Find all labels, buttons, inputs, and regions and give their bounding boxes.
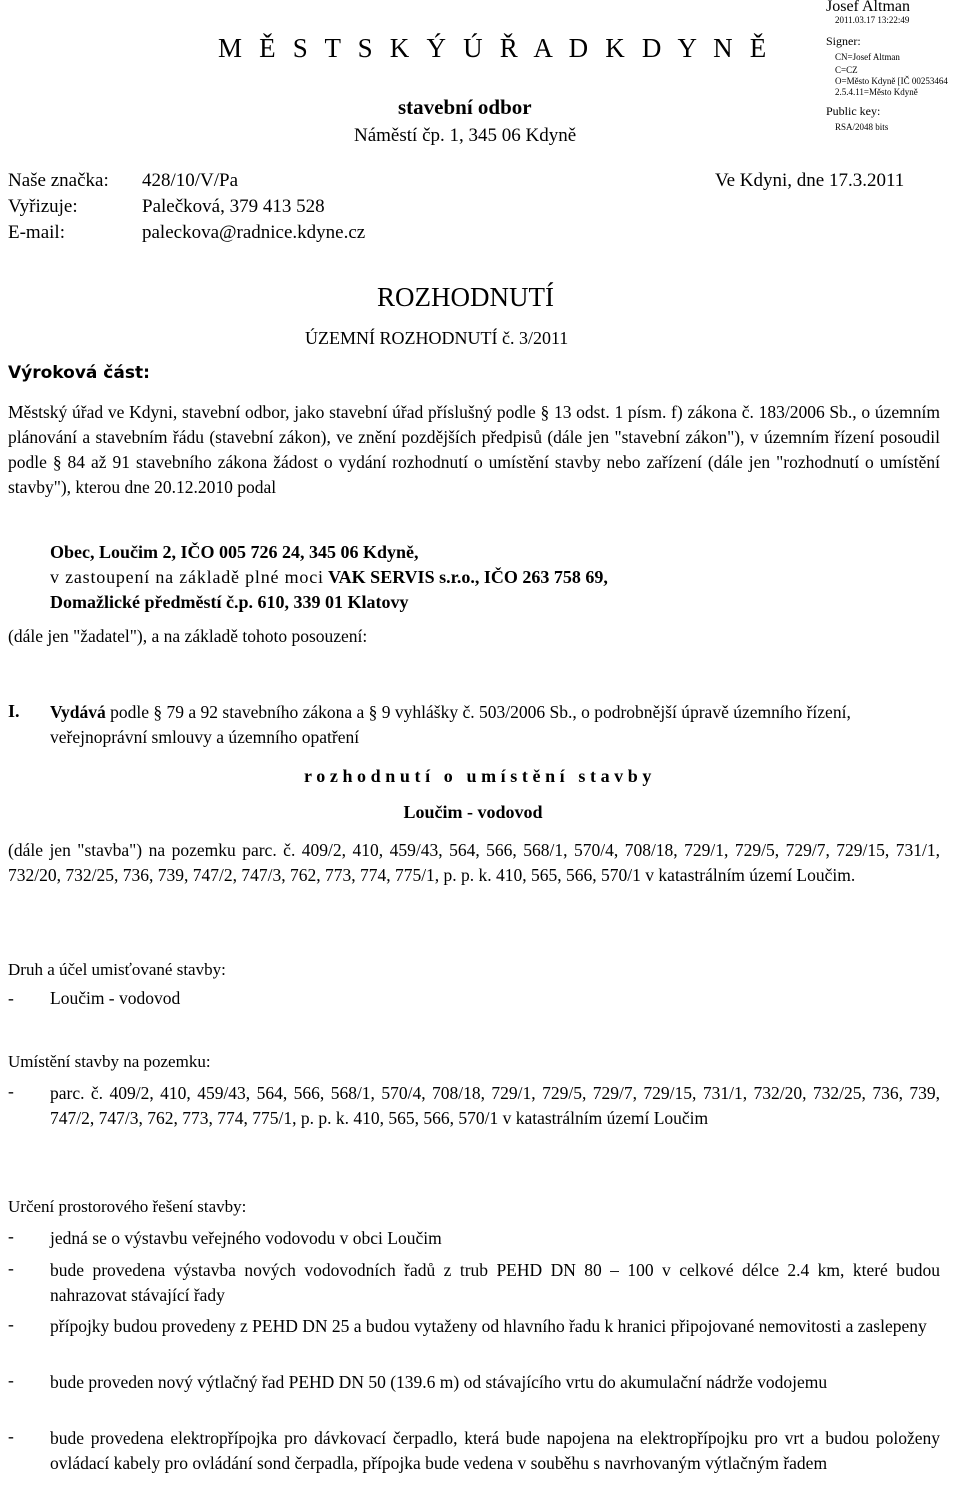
signer-name: Josef Altman	[826, 0, 910, 15]
spatial-dash: -	[8, 1370, 14, 1390]
applicant-line3: Domažlické předměstí č.p. 610, 339 01 Klatovy	[50, 592, 409, 612]
signer-label: Signer:	[826, 34, 861, 48]
section-verb: Vydává	[50, 702, 106, 722]
email-row	[8, 222, 408, 244]
spatial-dash: -	[8, 1258, 14, 1278]
handler-label: Vyřizuje:	[8, 196, 78, 217]
office-name: M Ě S T S K Ý Ú Ř A D K D Y N Ě	[218, 33, 772, 63]
spatial-heading: Určení prostorového řešení stavby:	[8, 1197, 247, 1216]
spatial-dash: -	[8, 1314, 14, 1334]
section-text	[50, 700, 940, 750]
signature-c: C=CZ	[835, 65, 858, 75]
applicant-representative: VAK SERVIS s.r.o., IČO 263 758 69,	[328, 567, 608, 587]
type-dash: -	[8, 988, 14, 1008]
reference-label: Naše značka:	[8, 170, 109, 191]
applicant-block	[50, 540, 608, 615]
spatial-dash: -	[8, 1426, 14, 1446]
applicant-line2	[50, 565, 608, 590]
handler-row	[8, 196, 408, 218]
after-applicant: (dále jen "žadatel"), a na základě tohoto posouzení:	[8, 626, 368, 646]
spatial-item: bude provedena výstavba nových vodovodních řadů z trub PEHD DN 80 – 100 v celkové délce 2.4 km, které budou nahrazovat stávající řady	[50, 1260, 940, 1305]
decision-subtitle: ÚZEMNÍ ROZHODNUTÍ č. 3/2011	[305, 328, 569, 348]
signature-timestamp: 2011.03.17 13:22:49	[835, 15, 910, 25]
spatial-dash: -	[8, 1226, 14, 1246]
type-item: Loučim - vodovod	[50, 988, 181, 1008]
type-heading: Druh a účel umisťované stavby:	[8, 960, 226, 979]
decision-spaced-title: rozhodnutí o umístění stavby	[303, 766, 656, 786]
verdict-label: Výroková část:	[8, 363, 150, 383]
location-item: parc. č. 409/2, 410, 459/43, 564, 566, 568/1, 570/4, 708/18, 729/1, 729/5, 729/7, 729/15, 731/1, 732/20, 732/25, 736, 739, 747/2, 747/3, 762, 773, 774, 775/1, p. p. k. 410, 565, 566, 570/1 v katastrálním území Loučim	[50, 1083, 940, 1128]
decision-title: ROZHODNUTÍ	[377, 282, 554, 312]
public-key-label: Public key:	[826, 104, 881, 118]
spatial-item: jedná se o výstavbu veřejného vodovodu v obci Loučim	[50, 1228, 442, 1248]
project-name: Loučim - vodovod	[403, 802, 543, 822]
signature-cn: CN=Josef Altman	[835, 52, 900, 62]
reference-value: 428/10/V/Pa	[142, 170, 239, 191]
public-key-value: RSA/2048 bits	[835, 122, 889, 132]
intro-paragraph: Městský úřad ve Kdyni, stavební odbor, jako stavební úřad příslušný podle § 13 odst. 1 písm. f) zákona č. 183/2006 Sb., o územním plánování a stavebním řádu (stavební zákon), ve znění pozdějších předpisů (dále jen "stavební zákon"), v územním řízení posoudil podle § 84 až 91 stavebního zákona žádost o vydání rozhodnutí o umístění stavby nebo zařízení (dále jen "rozhodnutí o umístění stavby"), kterou dne 20.12.2010 podal	[8, 402, 940, 497]
handler-value: Palečková, 379 413 528	[142, 196, 325, 217]
signature-o: O=Město Kdyně [IČ 00253464	[835, 76, 948, 86]
spatial-item: přípojky budou provedeny z PEHD DN 25 a budou vytaženy od hlavního řadu k hranici připojované nemovitosti a zaslepeny	[50, 1316, 927, 1336]
section-number: I.	[8, 701, 20, 721]
signature-oid: 2.5.4.11=Město Kdyně	[835, 87, 918, 97]
applicant-representation: v zastoupení na základě plné moci	[50, 567, 324, 587]
email-value[interactable]: paleckova@radnice.kdyne.cz	[142, 222, 366, 243]
email-label: E-mail:	[8, 222, 65, 243]
location-heading: Umístění stavby na pozemku:	[8, 1052, 211, 1071]
spatial-item: bude provedena elektropřípojka pro dávkovací čerpadlo, která bude napojena na elektropřípojku pro vrt a budou položeny ovládací kabely pro ovládání sond čerpadla, přípojka bude vedena v souběhu s navrhovaným výtlačným řadem	[50, 1428, 940, 1473]
document-date: Ve Kdyni, dne 17.3.2011	[715, 170, 905, 191]
section-body: podle § 79 a 92 stavebního zákona a § 9 vyhlášky č. 503/2006 Sb., o podrobnější úpravě územního řízení, veřejnoprávní smlouvy a územního opatření	[50, 702, 851, 747]
office-address: Náměstí čp. 1, 345 06 Kdyně	[354, 125, 577, 146]
department: stavební odbor	[398, 95, 532, 119]
location-dash: -	[8, 1081, 14, 1101]
applicant-line1: Obec, Loučim 2, IČO 005 726 24, 345 06 Kdyně,	[50, 542, 419, 562]
spatial-item: bude proveden nový výtlačný řad PEHD DN 50 (139.6 m) od stávajícího vrtu do akumulační nádrže vodojemu	[50, 1372, 828, 1392]
reference-row	[8, 170, 308, 192]
parcels-paragraph: (dále jen "stavba") na pozemku parc. č. 409/2, 410, 459/43, 564, 566, 568/1, 570/4, 708/18, 729/1, 729/5, 729/7, 729/15, 731/1, 732/20, 732/25, 736, 739, 747/2, 747/3, 762, 773, 774, 775/1, p. p. k. 410, 565, 566, 570/1 v katastrálním území Loučim.	[8, 840, 940, 885]
